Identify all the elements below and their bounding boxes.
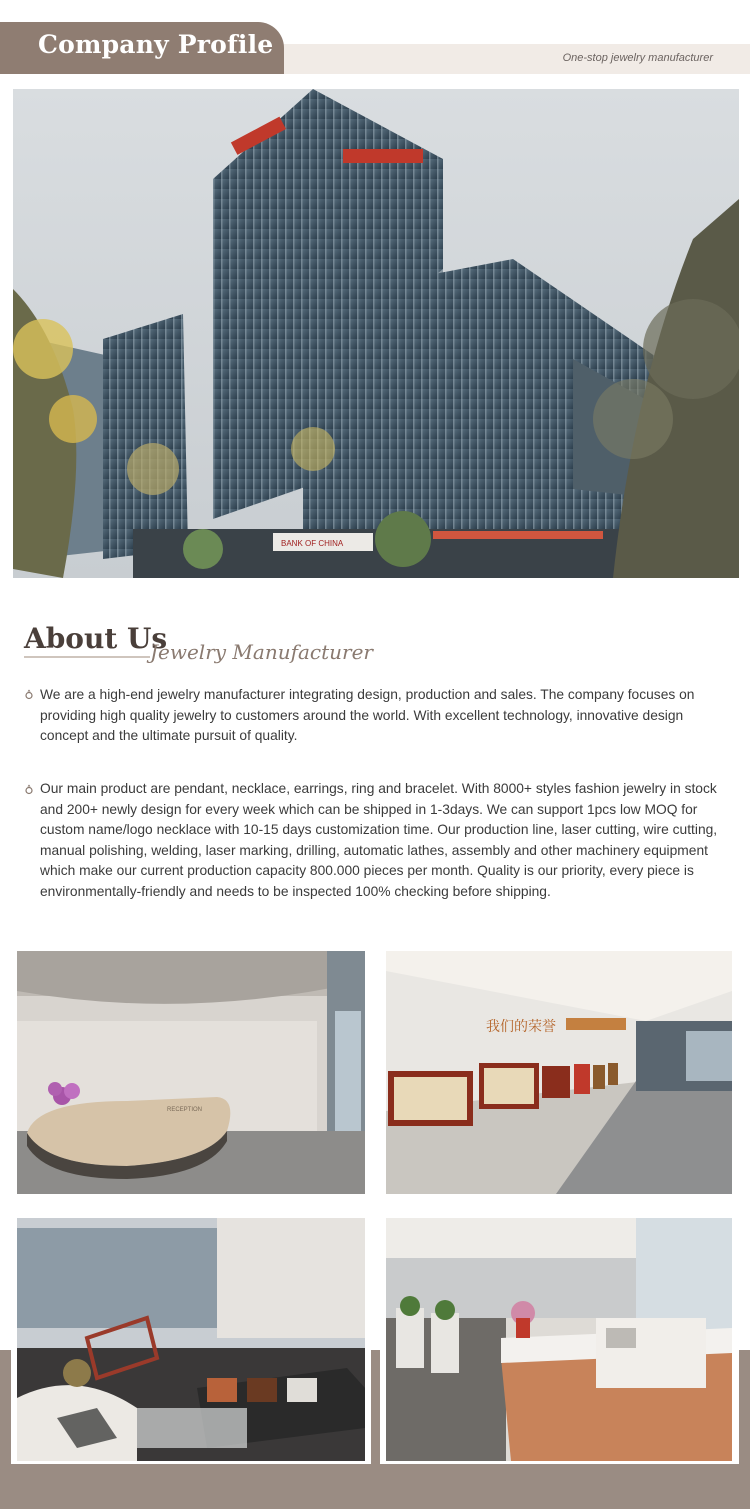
honor-wall-text: 我们的荣誉	[486, 1019, 556, 1035]
about-script-subtitle: Jewelry Manufacturer	[150, 640, 373, 664]
reception-sign: RECEPTION	[167, 1107, 203, 1113]
office-photo	[386, 1218, 732, 1461]
page-title: Company Profile	[38, 30, 274, 59]
reception-photo	[17, 951, 365, 1194]
about-title: About Us	[24, 622, 168, 655]
ring-bullet-icon	[24, 688, 34, 700]
about-paragraph-1: We are a high-end jewelry manufacturer integrating design, production and sales. The company focuses on providing high quality jewelry to customers around the world. With excellent technology, innovative design concept and the ultimate pursuit of quality.	[40, 687, 695, 743]
about-paragraph-2: Our main product are pendant, necklace, earrings, ring and bracelet. With 8000+ styles fashion jewelry in stock and 200+ newly design for every week which can be shipped in 1-3days. We can support 1pcs low MOQ for custom name/logo necklace with 10-15 days customization time. Our production line, laser cutting, wire cutting, manual polishing, welding, laser marking, drilling, automatic lathes, assembly and other machinery equipment which make our current production capacity 800.000 pieces per month. Quality is our priority, every piece is environmentally-friendly and needs to be inspected 100% checking before shipping.	[40, 781, 718, 899]
about-underline	[24, 656, 150, 658]
honor-wall-photo	[386, 951, 732, 1194]
ring-bullet-icon	[24, 783, 34, 795]
page-subtitle: One-stop jewelry manufacturer	[562, 52, 713, 64]
lounge-photo	[17, 1218, 365, 1461]
building-photo	[13, 89, 739, 578]
bank-sign: BANK OF CHINA	[281, 539, 344, 548]
